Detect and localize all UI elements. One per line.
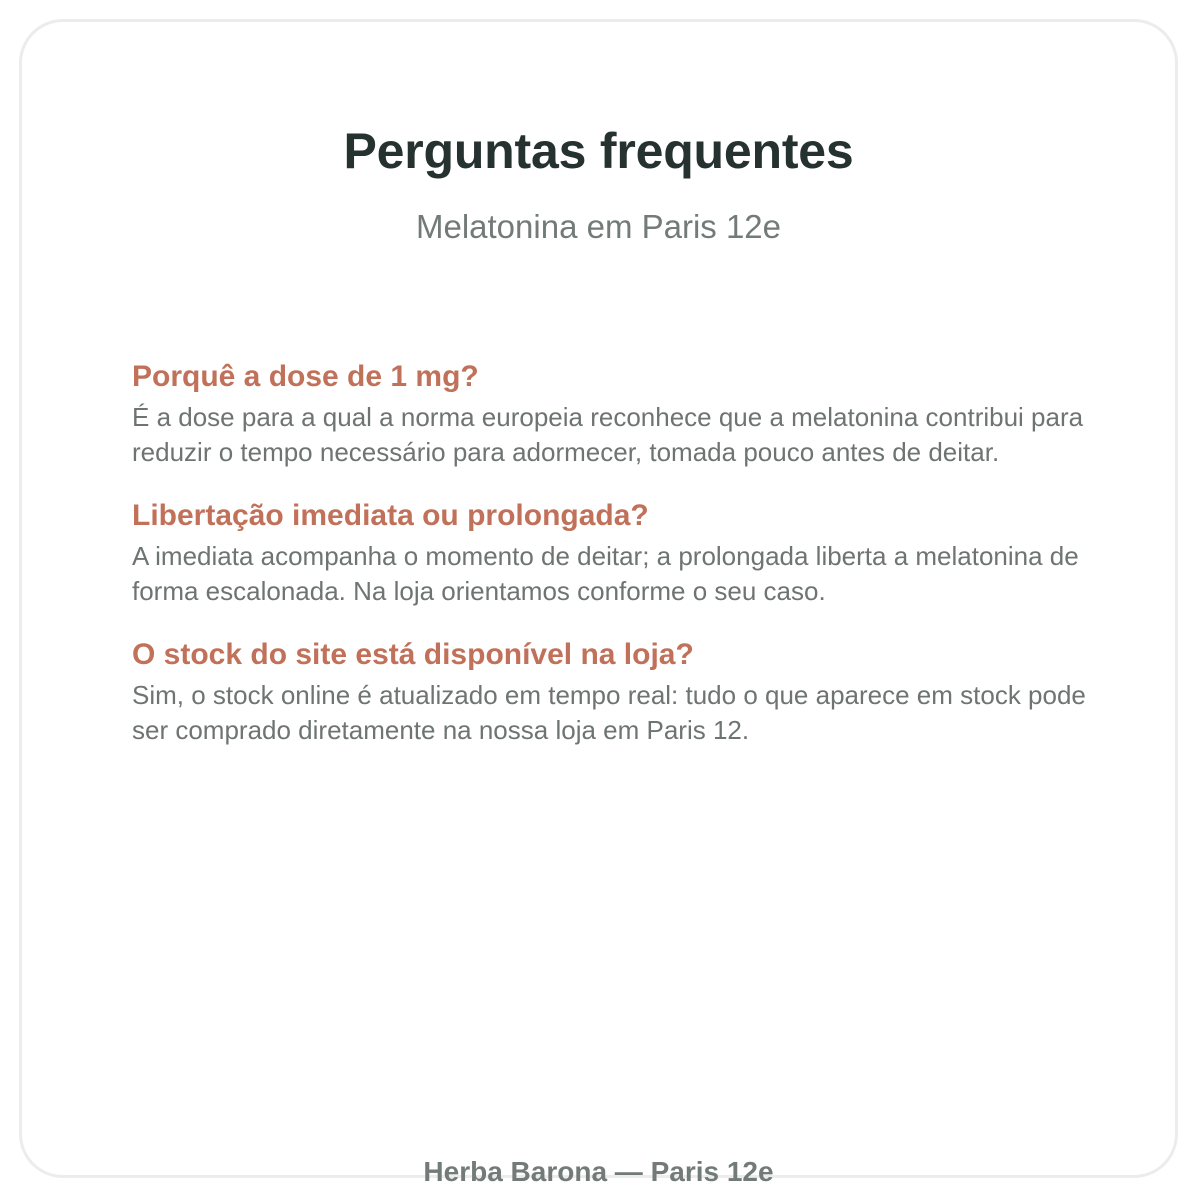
page-subtitle: Melatonina em Paris 12e <box>415 208 782 245</box>
faq-question: Libertação imediata ou prolongada? <box>132 499 649 532</box>
faq-item <box>132 636 1092 748</box>
faq-answer: A imediata acompanha o momento de deitar; a prolongada liberta a melatonina de forma escalonada. Na loja orientamos conforme o seu caso. <box>132 541 1079 606</box>
page-title: Perguntas frequentes <box>343 123 854 179</box>
faq-question: Porquê a dose de 1 mg? <box>132 360 479 393</box>
faq-question: O stock do site está disponível na loja? <box>132 638 694 671</box>
faq-item <box>132 358 1092 470</box>
faq-item <box>132 497 1092 609</box>
faq-card <box>19 19 1178 1187</box>
faq-answer: É a dose para a qual a norma europeia reconhece que a melatonina contribui para reduzir o tempo necessário para adormecer, tomada pouco antes de deitar. <box>132 402 1084 467</box>
faq-list <box>132 358 1092 775</box>
footer-brand: Herba Barona — Paris 12e <box>423 1156 774 1187</box>
faq-answer: Sim, o stock online é atualizado em tempo real: tudo o que aparece em stock pode ser comprado diretamente na nossa loja em Paris 12. <box>132 680 1086 745</box>
